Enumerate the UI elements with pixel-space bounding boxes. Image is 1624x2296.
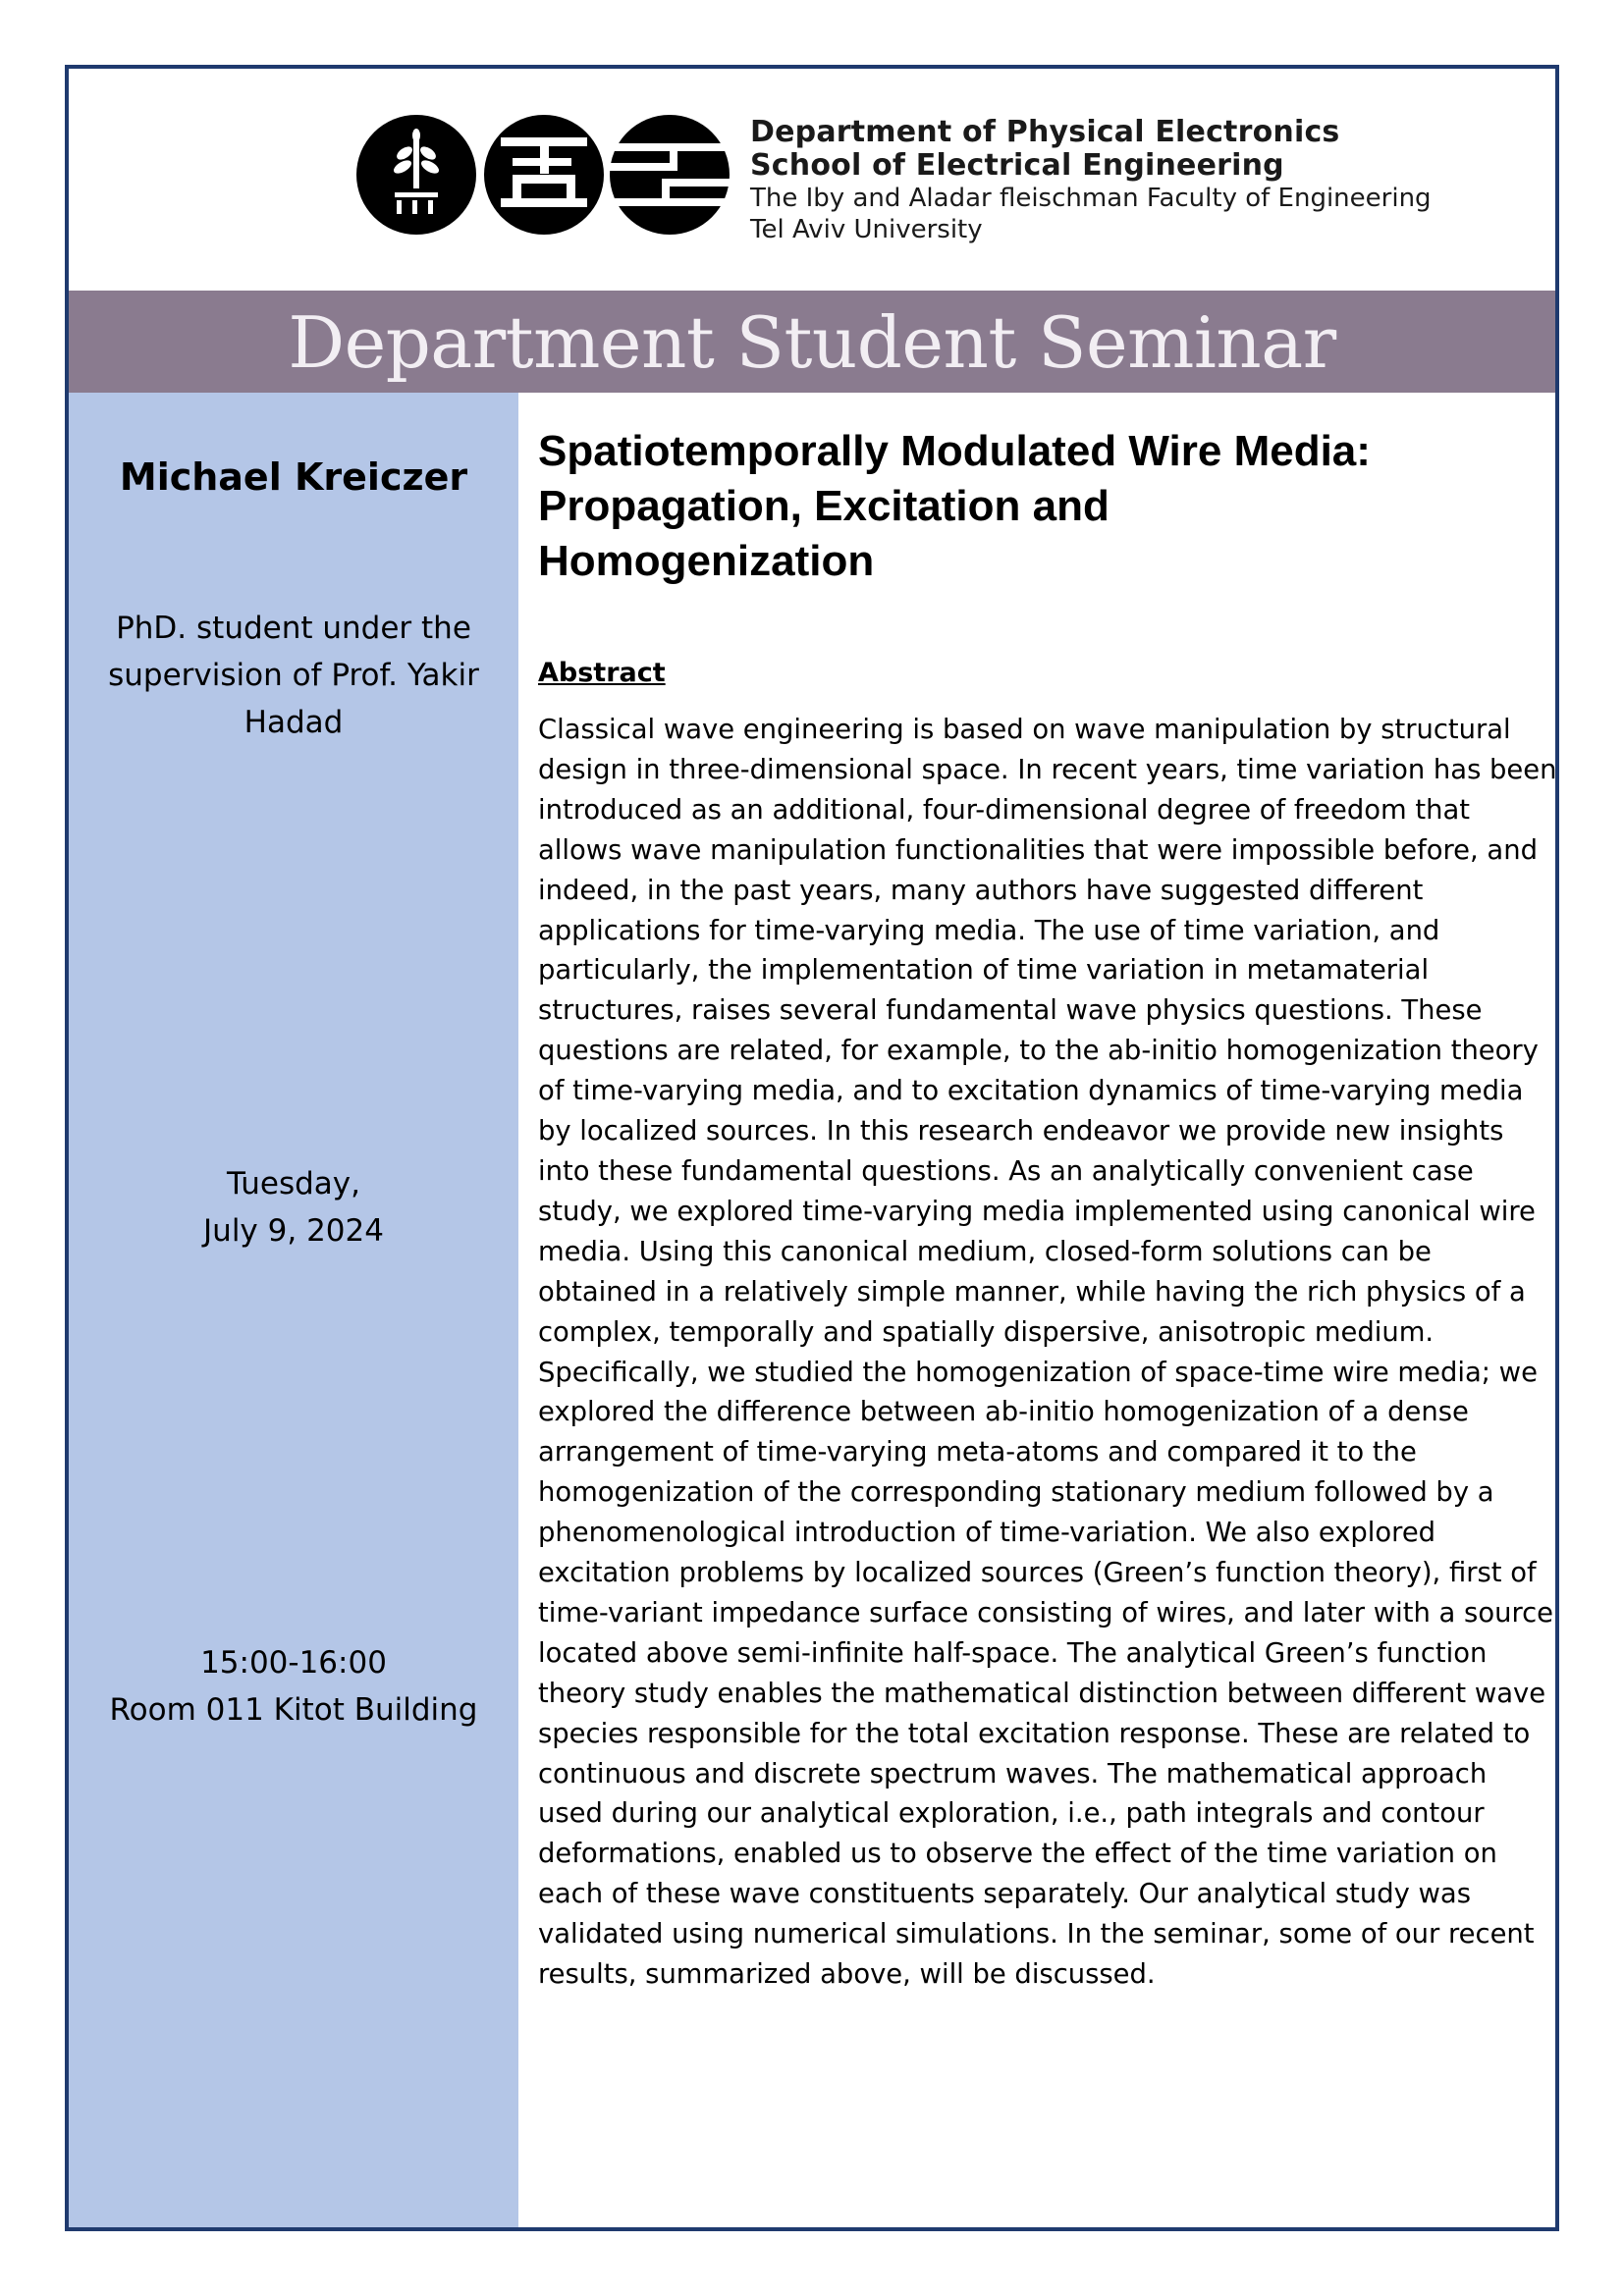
abstract-line: explored the difference between ab-initio homogenization of a dense	[538, 1397, 1469, 1428]
abstract-line: excitation problems by localized sources (Green’s function theory), first of	[538, 1558, 1537, 1589]
abstract-line: arrangement of time-varying meta-atoms and compared it to the	[538, 1437, 1417, 1468]
abstract-line: allows wave manipulation functionalities that were impossible before, and	[538, 834, 1538, 866]
school-name: School of Electrical Engineering	[750, 148, 1284, 183]
abstract-line: by localized sources. In this research endeavor we provide new insights	[538, 1116, 1504, 1148]
department-name: Department of Physical Electronics	[750, 115, 1340, 149]
date-line: Tuesday,	[227, 1166, 360, 1201]
abstract-line: study, we explored time-varying media implemented using canonical wire	[538, 1196, 1536, 1227]
abstract-line: used during our analytical exploration, i.e., path integrals and contour	[538, 1798, 1485, 1830]
role-line: Hadad	[244, 705, 344, 740]
university-name: Tel Aviv University	[750, 215, 983, 244]
abstract-line: media. Using this canonical medium, closed-form solutions can be	[538, 1236, 1432, 1267]
abstract-line: questions are related, for example, to the ab-initio homogenization theory	[538, 1036, 1539, 1067]
abstract-line: design in three-dimensional space. In recent years, time variation has been	[538, 754, 1557, 785]
abstract-heading: Abstract	[538, 658, 666, 688]
location-line: Room 011 Kitot Building	[109, 1692, 478, 1728]
abstract-line: introduced as an additional, four-dimensional degree of freedom that	[538, 794, 1471, 826]
abstract-line: phenomenological introduction of time-variation. We also explored	[538, 1518, 1436, 1549]
title-line: Spatiotemporally Modulated Wire Media:	[538, 427, 1371, 475]
seminar-time-location	[69, 1639, 518, 1734]
speaker-sidebar	[69, 393, 518, 2227]
speaker-name: Michael Kreiczer	[119, 455, 468, 499]
role-line: PhD. student under the	[116, 611, 471, 646]
abstract-line: of time-varying media, and to excitation dynamics of time-varying media	[538, 1076, 1524, 1107]
abstract-line: obtained in a relatively simple manner, while having the rich physics of a	[538, 1276, 1526, 1308]
seminar-banner	[69, 291, 1555, 393]
faculty-name: The Iby and Aladar fleischman Faculty of Engineering	[750, 184, 1432, 213]
title-line: Propagation, Excitation and	[538, 482, 1110, 530]
department-info	[750, 116, 1432, 245]
abstract-line: species responsible for the total excitation response. These are related to	[538, 1718, 1531, 1749]
abstract-line: into these fundamental questions. As an analytically convenient case	[538, 1155, 1474, 1187]
date-line: July 9, 2024	[203, 1213, 384, 1249]
abstract-line: theory study enables the mathematical distinction between different wave	[538, 1678, 1546, 1709]
abstract-line: applications for time-varying media. The use of time variation, and	[538, 915, 1440, 946]
engineering-logo-icon	[483, 114, 605, 236]
abstract-line: continuous and discrete spectrum waves. The mathematical approach	[538, 1758, 1488, 1789]
abstract-line: Classical wave engineering is based on wave manipulation by structural	[538, 715, 1511, 745]
abstract-line: validated using numerical simulations. In the seminar, some of our recent	[538, 1919, 1535, 1950]
seminar-date	[69, 1160, 518, 1255]
abstract-line: complex, temporally and spatially dispersive, anisotropic medium.	[538, 1316, 1435, 1348]
abstract-line: indeed, in the past years, many authors have suggested different	[538, 875, 1424, 906]
title-line: Homogenization	[538, 537, 875, 585]
role-line: supervision of Prof. Yakir	[108, 658, 479, 693]
abstract-line: time-variant impedance surface consisting of wires, and later with a source	[538, 1597, 1554, 1629]
speaker-role	[88, 605, 499, 746]
abstract-body	[538, 711, 1557, 1996]
abstract-line: homogenization of the corresponding stationary medium followed by a	[538, 1477, 1494, 1509]
abstract-line: deformations, enabled us to observe the effect of the time variation on	[538, 1839, 1497, 1870]
abstract-line: particularly, the implementation of time variation in metamaterial	[538, 955, 1430, 987]
talk-title	[538, 424, 1530, 589]
abstract-line: results, summarized above, will be discussed.	[538, 1959, 1156, 1991]
physical-electronics-logo-icon	[609, 114, 731, 236]
abstract-line: structures, raises several fundamental wave physics questions. These	[538, 995, 1483, 1027]
abstract-line: Specifically, we studied the homogenization of space-time wire media; we	[538, 1357, 1538, 1388]
abstract-line: each of these wave constituents separately. Our analytical study was	[538, 1879, 1471, 1910]
banner-title: Department Student Seminar	[288, 301, 1336, 384]
tau-logo-icon	[355, 114, 477, 236]
time-line: 15:00-16:00	[200, 1645, 387, 1681]
abstract-line: located above semi-infinite half-space. The analytical Green’s function	[538, 1637, 1488, 1669]
